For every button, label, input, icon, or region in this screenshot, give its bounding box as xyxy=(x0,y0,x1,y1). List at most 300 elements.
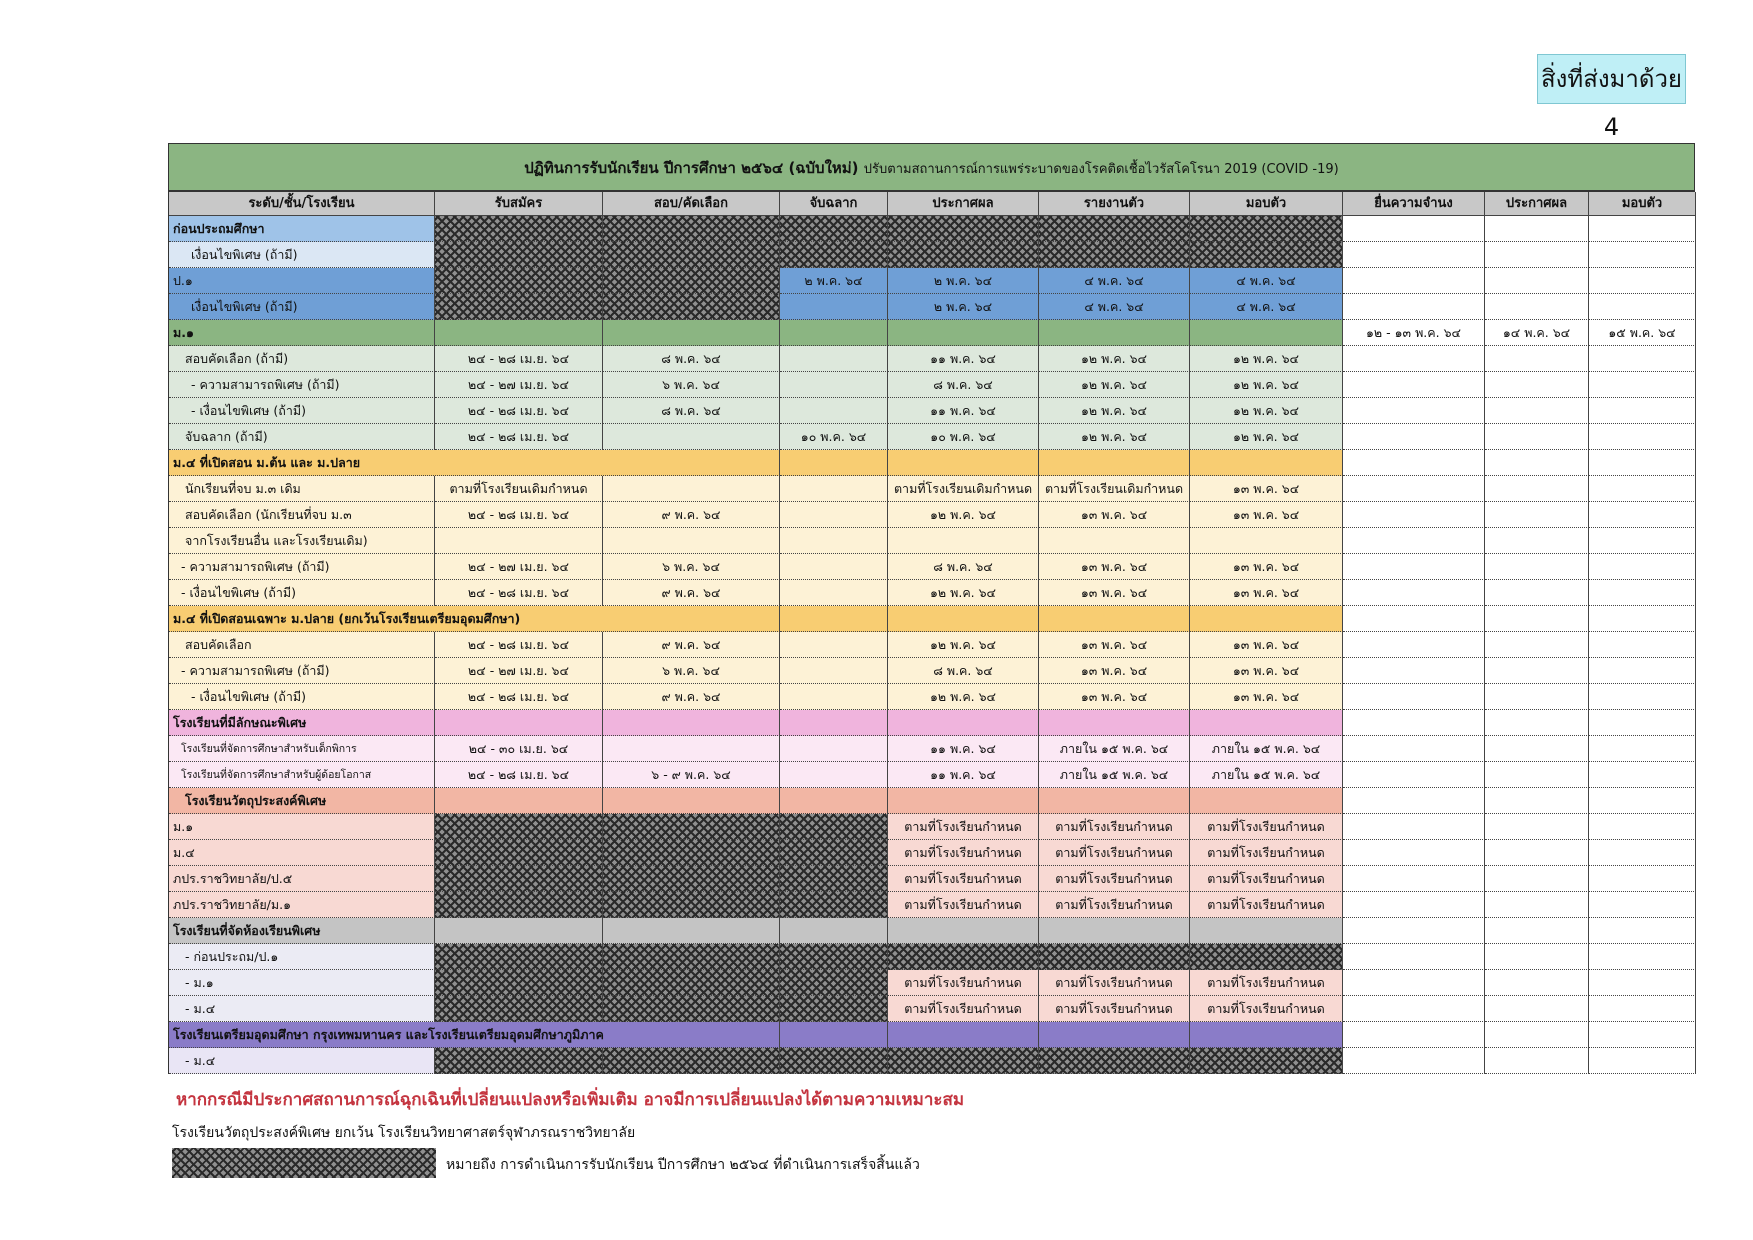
row-label: - ม.๔ xyxy=(169,1048,435,1074)
warning-text: หากกรณีมีประกาศสถานการณ์ฉุกเฉินที่เปลี่ยนแปลงหรือเพิ่มเติม อาจมีการเปลี่ยนแปลงได้ตามความเหมาะสม xyxy=(176,1090,965,1110)
schedule-cell xyxy=(1485,554,1589,580)
schedule-cell xyxy=(1190,606,1343,632)
schedule-cell xyxy=(435,840,603,866)
row-label: ม.๑ xyxy=(169,320,435,346)
schedule-cell: ๑๒ พ.ค. ๖๔ xyxy=(1190,372,1343,398)
column-header: จับฉลาก xyxy=(780,192,888,216)
schedule-cell: ๑๓ พ.ค. ๖๔ xyxy=(1190,554,1343,580)
schedule-cell xyxy=(1343,450,1485,476)
schedule-cell xyxy=(780,710,888,736)
row-label: - ความสามารถพิเศษ (ถ้ามี) xyxy=(169,554,435,580)
schedule-cell xyxy=(1485,658,1589,684)
schedule-cell: ตามที่โรงเรียนกำหนด xyxy=(888,996,1039,1022)
schedule-cell xyxy=(780,840,888,866)
schedule-cell xyxy=(603,424,780,450)
schedule-cell: ๒๔ - ๒๘ เม.ย. ๖๔ xyxy=(435,424,603,450)
column-header: สอบ/คัดเลือก xyxy=(603,192,780,216)
schedule-cell xyxy=(780,606,888,632)
column-header: รายงานตัว xyxy=(1039,192,1190,216)
schedule-cell xyxy=(603,840,780,866)
schedule-cell xyxy=(1485,242,1589,268)
schedule-cell xyxy=(780,450,888,476)
schedule-cell xyxy=(435,814,603,840)
schedule-cell xyxy=(1343,476,1485,502)
schedule-cell xyxy=(1190,528,1343,554)
column-header: ยื่นความจำนง xyxy=(1343,192,1485,216)
schedule-cell xyxy=(435,918,603,944)
schedule-cell xyxy=(435,710,603,736)
schedule-cell xyxy=(1589,580,1696,606)
schedule-cell xyxy=(435,788,603,814)
schedule-cell xyxy=(603,736,780,762)
schedule-cell xyxy=(780,372,888,398)
schedule-cell xyxy=(1589,788,1696,814)
schedule-cell: ตามที่โรงเรียนกำหนด xyxy=(888,970,1039,996)
schedule-cell: ๔ พ.ค. ๖๔ xyxy=(1190,294,1343,320)
schedule-cell xyxy=(888,788,1039,814)
schedule-cell: ๘ พ.ค. ๖๔ xyxy=(888,554,1039,580)
schedule-cell xyxy=(435,996,603,1022)
schedule-cell xyxy=(780,762,888,788)
schedule-cell xyxy=(435,528,603,554)
schedule-cell xyxy=(780,528,888,554)
schedule-cell xyxy=(780,294,888,320)
schedule-cell xyxy=(780,242,888,268)
schedule-cell xyxy=(1485,866,1589,892)
schedule-cell xyxy=(1589,502,1696,528)
schedule-cell xyxy=(780,684,888,710)
schedule-cell xyxy=(1485,762,1589,788)
schedule-cell xyxy=(1589,450,1696,476)
row-label: นักเรียนที่จบ ม.๓ เดิม xyxy=(169,476,435,502)
schedule-cell xyxy=(1485,346,1589,372)
schedule-cell xyxy=(780,736,888,762)
schedule-cell xyxy=(1039,606,1190,632)
schedule-cell xyxy=(1343,710,1485,736)
schedule-cell: ตามที่โรงเรียนเดิมกำหนด xyxy=(888,476,1039,502)
schedule-cell xyxy=(1485,216,1589,242)
schedule-cell: ๑๒ พ.ค. ๖๔ xyxy=(888,580,1039,606)
row-label: โรงเรียนที่จัดการศึกษาสำหรับเด็กพิการ xyxy=(169,736,435,762)
schedule-cell xyxy=(1589,918,1696,944)
schedule-cell xyxy=(1039,450,1190,476)
schedule-cell xyxy=(1343,398,1485,424)
schedule-cell xyxy=(1190,1022,1343,1048)
attachment-tag: สิ่งที่ส่งมาด้วย 4 xyxy=(1537,54,1686,104)
row-label: ก่อนประถมศึกษา xyxy=(169,216,435,242)
schedule-cell xyxy=(1589,242,1696,268)
schedule-cell: ๘ พ.ค. ๖๔ xyxy=(888,372,1039,398)
schedule-cell: ๑๒ พ.ค. ๖๔ xyxy=(1039,424,1190,450)
column-header: ระดับ/ชั้น/โรงเรียน xyxy=(169,192,435,216)
schedule-cell xyxy=(603,970,780,996)
schedule-cell xyxy=(780,216,888,242)
schedule-cell xyxy=(435,970,603,996)
schedule-cell xyxy=(1485,372,1589,398)
schedule-cell: ๑๓ พ.ค. ๖๔ xyxy=(1190,684,1343,710)
schedule-cell xyxy=(1039,1022,1190,1048)
row-label: ป.๑ xyxy=(169,268,435,294)
schedule-cell xyxy=(780,580,888,606)
schedule-cell xyxy=(1485,788,1589,814)
schedule-cell xyxy=(1485,424,1589,450)
row-label: - เงื่อนไขพิเศษ (ถ้ามี) xyxy=(169,398,435,424)
schedule-cell: ๑๑ พ.ค. ๖๔ xyxy=(888,346,1039,372)
schedule-cell: ๑๓ พ.ค. ๖๔ xyxy=(1190,580,1343,606)
schedule-cell: ๙ พ.ค. ๖๔ xyxy=(603,632,780,658)
schedule-cell xyxy=(1589,710,1696,736)
schedule-cell xyxy=(780,398,888,424)
schedule-cell: ๑๒ พ.ค. ๖๔ xyxy=(1039,398,1190,424)
schedule-cell: ๔ พ.ค. ๖๔ xyxy=(1039,294,1190,320)
schedule-cell xyxy=(1589,892,1696,918)
schedule-cell xyxy=(1343,1022,1485,1048)
schedule-cell: ภายใน ๑๕ พ.ค. ๖๔ xyxy=(1190,736,1343,762)
schedule-cell xyxy=(780,970,888,996)
schedule-cell xyxy=(435,268,603,294)
schedule-cell xyxy=(1343,606,1485,632)
row-label: จับฉลาก (ถ้ามี) xyxy=(169,424,435,450)
schedule-cell: ตามที่โรงเรียนกำหนด xyxy=(888,814,1039,840)
schedule-cell: ๙ พ.ค. ๖๔ xyxy=(603,502,780,528)
schedule-cell: ตามที่โรงเรียนกำหนด xyxy=(1039,970,1190,996)
schedule-cell: ๑๔ พ.ค. ๖๔ xyxy=(1485,320,1589,346)
schedule-cell: ๑๒ - ๑๓ พ.ค. ๖๔ xyxy=(1343,320,1485,346)
schedule-cell xyxy=(1485,840,1589,866)
schedule-cell: ตามที่โรงเรียนกำหนด xyxy=(1039,996,1190,1022)
completed-legend-text: หมายถึง การดำเนินการรับนักเรียน ปีการศึกษา ๒๕๖๔ ที่ดำเนินการเสร็จสิ้นแล้ว xyxy=(446,1157,920,1173)
schedule-cell xyxy=(1589,398,1696,424)
row-label: - ความสามารถพิเศษ (ถ้ามี) xyxy=(169,372,435,398)
row-label: - ความสามารถพิเศษ (ถ้ามี) xyxy=(169,658,435,684)
schedule-cell xyxy=(1589,554,1696,580)
schedule-cell: ๖ พ.ค. ๖๔ xyxy=(603,372,780,398)
schedule-cell xyxy=(1589,294,1696,320)
schedule-cell xyxy=(1485,1022,1589,1048)
schedule-cell xyxy=(780,918,888,944)
schedule-cell: ตามที่โรงเรียนกำหนด xyxy=(888,866,1039,892)
schedule-cell xyxy=(888,450,1039,476)
schedule-cell xyxy=(1485,632,1589,658)
schedule-cell xyxy=(1485,294,1589,320)
schedule-cell xyxy=(1589,528,1696,554)
schedule-cell xyxy=(1039,788,1190,814)
schedule-cell xyxy=(780,892,888,918)
schedule-cell xyxy=(1343,684,1485,710)
schedule-cell xyxy=(1039,320,1190,346)
schedule-cell: ๑๒ พ.ค. ๖๔ xyxy=(1190,346,1343,372)
schedule-cell xyxy=(1485,450,1589,476)
schedule-cell xyxy=(780,996,888,1022)
schedule-cell xyxy=(603,294,780,320)
schedule-cell xyxy=(1343,814,1485,840)
schedule-cell xyxy=(1190,710,1343,736)
schedule-cell: ๑๑ พ.ค. ๖๔ xyxy=(888,762,1039,788)
schedule-cell xyxy=(603,476,780,502)
schedule-cell: ๖ - ๙ พ.ค. ๖๔ xyxy=(603,762,780,788)
schedule-cell xyxy=(603,320,780,346)
schedule-cell: ๔ พ.ค. ๖๔ xyxy=(1039,268,1190,294)
schedule-cell: ๑๓ พ.ค. ๖๔ xyxy=(1039,554,1190,580)
schedule-cell xyxy=(1589,606,1696,632)
schedule-cell: ๑๓ พ.ค. ๖๔ xyxy=(1039,502,1190,528)
schedule-cell xyxy=(1039,710,1190,736)
schedule-cell: ๒๔ - ๒๗ เม.ย. ๖๔ xyxy=(435,658,603,684)
schedule-cell: ๑๓ พ.ค. ๖๔ xyxy=(1039,632,1190,658)
schedule-cell xyxy=(603,1048,780,1074)
schedule-cell xyxy=(603,268,780,294)
admission-calendar xyxy=(168,143,1695,1074)
schedule-cell: ๘ พ.ค. ๖๔ xyxy=(603,398,780,424)
schedule-cell: ๑๒ พ.ค. ๖๔ xyxy=(1190,424,1343,450)
schedule-cell xyxy=(1485,814,1589,840)
schedule-cell: ๑๒ พ.ค. ๖๔ xyxy=(1039,372,1190,398)
schedule-cell xyxy=(435,216,603,242)
schedule-cell xyxy=(1343,216,1485,242)
schedule-cell: ตามที่โรงเรียนเดิมกำหนด xyxy=(1039,476,1190,502)
schedule-cell xyxy=(1485,892,1589,918)
completed-legend-swatch xyxy=(172,1148,436,1178)
schedule-cell: ๑๓ พ.ค. ๖๔ xyxy=(1190,658,1343,684)
schedule-cell: ๒๔ - ๒๘ เม.ย. ๖๔ xyxy=(435,398,603,424)
row-label: โรงเรียนที่จัดห้องเรียนพิเศษ xyxy=(169,918,435,944)
schedule-cell xyxy=(1589,216,1696,242)
schedule-cell xyxy=(1190,320,1343,346)
schedule-cell: ๒๔ - ๒๘ เม.ย. ๖๔ xyxy=(435,502,603,528)
schedule-cell: ตามที่โรงเรียนกำหนด xyxy=(1190,970,1343,996)
schedule-cell xyxy=(780,320,888,346)
row-label: โรงเรียนเตรียมอุดมศึกษา กรุงเทพมหานคร และโรงเรียนเตรียมอุดมศึกษาภูมิภาค xyxy=(169,1022,780,1048)
schedule-cell xyxy=(435,892,603,918)
schedule-cell: ๑๓ พ.ค. ๖๔ xyxy=(1190,502,1343,528)
row-label: - เงื่อนไขพิเศษ (ถ้ามี) xyxy=(169,580,435,606)
schedule-cell: ๑๓ พ.ค. ๖๔ xyxy=(1039,684,1190,710)
schedule-cell: ๑๒ พ.ค. ๖๔ xyxy=(888,502,1039,528)
schedule-cell: ๔ พ.ค. ๖๔ xyxy=(1190,268,1343,294)
schedule-cell: ๘ พ.ค. ๖๔ xyxy=(603,346,780,372)
schedule-cell: ๑๒ พ.ค. ๖๔ xyxy=(888,632,1039,658)
row-label: - ม.๔ xyxy=(169,996,435,1022)
schedule-cell: ตามที่โรงเรียนกำหนด xyxy=(1190,840,1343,866)
schedule-cell xyxy=(1589,684,1696,710)
schedule-cell xyxy=(1343,346,1485,372)
schedule-cell xyxy=(1343,892,1485,918)
schedule-cell: ตามที่โรงเรียนกำหนด xyxy=(1039,840,1190,866)
calendar-table xyxy=(168,191,1695,1074)
schedule-cell xyxy=(1485,528,1589,554)
schedule-cell xyxy=(1343,866,1485,892)
schedule-cell: ภายใน ๑๕ พ.ค. ๖๔ xyxy=(1039,762,1190,788)
schedule-cell xyxy=(780,346,888,372)
row-label: - เงื่อนไขพิเศษ (ถ้ามี) xyxy=(169,684,435,710)
schedule-cell: ๖ พ.ค. ๖๔ xyxy=(603,554,780,580)
schedule-cell xyxy=(1039,918,1190,944)
schedule-cell xyxy=(1589,268,1696,294)
schedule-cell xyxy=(1485,580,1589,606)
schedule-cell: ๒๔ - ๓๐ เม.ย. ๖๔ xyxy=(435,736,603,762)
schedule-cell xyxy=(435,866,603,892)
schedule-cell xyxy=(1589,632,1696,658)
schedule-cell xyxy=(888,242,1039,268)
schedule-cell xyxy=(1343,944,1485,970)
schedule-cell: ตามที่โรงเรียนกำหนด xyxy=(1190,866,1343,892)
schedule-cell: ๙ พ.ค. ๖๔ xyxy=(603,580,780,606)
schedule-cell: ตามที่โรงเรียนกำหนด xyxy=(1190,892,1343,918)
title-text: ปฏิทินการรับนักเรียน ปีการศึกษา ๒๕๖๔ (ฉบับใหม่) xyxy=(524,159,859,177)
row-label: ม.๔ ที่เปิดสอนเฉพาะ ม.ปลาย (ยกเว้นโรงเรียนเตรียมอุดมศึกษา) xyxy=(169,606,780,632)
schedule-cell: ตามที่โรงเรียนกำหนด xyxy=(1039,892,1190,918)
schedule-cell xyxy=(1589,424,1696,450)
schedule-cell: ตามที่โรงเรียนกำหนด xyxy=(1190,996,1343,1022)
schedule-cell xyxy=(603,788,780,814)
schedule-cell xyxy=(1343,918,1485,944)
schedule-cell xyxy=(1039,528,1190,554)
row-label: จากโรงเรียนอื่น และโรงเรียนเดิม) xyxy=(169,528,435,554)
row-label: ม.๑ xyxy=(169,814,435,840)
schedule-cell xyxy=(1485,502,1589,528)
schedule-cell xyxy=(1589,866,1696,892)
schedule-cell xyxy=(888,320,1039,346)
schedule-cell xyxy=(1039,1048,1190,1074)
schedule-cell xyxy=(1589,476,1696,502)
row-label: - ก่อนประถม/ป.๑ xyxy=(169,944,435,970)
schedule-cell xyxy=(1343,788,1485,814)
row-label: - ม.๑ xyxy=(169,970,435,996)
column-header: ประกาศผล xyxy=(1485,192,1589,216)
schedule-cell xyxy=(435,294,603,320)
row-label: โรงเรียนวัตถุประสงค์พิเศษ xyxy=(169,788,435,814)
schedule-cell: ๑๐ พ.ค. ๖๔ xyxy=(780,424,888,450)
schedule-cell xyxy=(1485,996,1589,1022)
schedule-cell xyxy=(888,1048,1039,1074)
row-label: ภปร.ราชวิทยาลัย/ป.๕ xyxy=(169,866,435,892)
schedule-cell: ตามที่โรงเรียนกำหนด xyxy=(888,892,1039,918)
schedule-cell: ๑๒ พ.ค. ๖๔ xyxy=(1190,398,1343,424)
schedule-cell: ๑๓ พ.ค. ๖๔ xyxy=(1190,632,1343,658)
schedule-cell xyxy=(780,502,888,528)
schedule-cell: ๑๐ พ.ค. ๖๔ xyxy=(888,424,1039,450)
schedule-cell xyxy=(888,918,1039,944)
schedule-cell xyxy=(1485,398,1589,424)
schedule-cell: ๖ พ.ค. ๖๔ xyxy=(603,658,780,684)
schedule-cell xyxy=(1589,736,1696,762)
schedule-cell: ๒ พ.ค. ๖๔ xyxy=(780,268,888,294)
schedule-cell: ตามที่โรงเรียนเดิมกำหนด xyxy=(435,476,603,502)
schedule-cell: ๒๔ - ๒๘ เม.ย. ๖๔ xyxy=(435,684,603,710)
schedule-cell: ภายใน ๑๕ พ.ค. ๖๔ xyxy=(1039,736,1190,762)
schedule-cell: ๒๔ - ๒๗ เม.ย. ๖๔ xyxy=(435,372,603,398)
schedule-cell xyxy=(1485,970,1589,996)
schedule-cell xyxy=(1589,1048,1696,1074)
schedule-cell xyxy=(888,528,1039,554)
schedule-cell xyxy=(1485,736,1589,762)
schedule-cell xyxy=(1190,788,1343,814)
schedule-cell xyxy=(603,944,780,970)
schedule-cell xyxy=(1589,762,1696,788)
schedule-cell: ตามที่โรงเรียนกำหนด xyxy=(888,840,1039,866)
column-header: รับสมัคร xyxy=(435,192,603,216)
schedule-cell xyxy=(1343,580,1485,606)
schedule-cell: ภายใน ๑๕ พ.ค. ๖๔ xyxy=(1190,762,1343,788)
schedule-cell: ๒ พ.ค. ๖๔ xyxy=(888,294,1039,320)
schedule-cell xyxy=(1343,294,1485,320)
schedule-cell xyxy=(1343,528,1485,554)
schedule-cell xyxy=(1190,450,1343,476)
schedule-cell xyxy=(888,216,1039,242)
schedule-cell xyxy=(603,814,780,840)
schedule-cell xyxy=(1589,996,1696,1022)
schedule-cell xyxy=(435,242,603,268)
schedule-cell xyxy=(780,476,888,502)
schedule-cell: ๑๑ พ.ค. ๖๔ xyxy=(888,398,1039,424)
schedule-cell xyxy=(603,996,780,1022)
schedule-cell xyxy=(1485,918,1589,944)
schedule-cell xyxy=(1343,658,1485,684)
schedule-cell xyxy=(780,866,888,892)
schedule-cell xyxy=(888,944,1039,970)
schedule-cell xyxy=(603,892,780,918)
column-header: มอบตัว xyxy=(1589,192,1696,216)
schedule-cell xyxy=(603,918,780,944)
schedule-cell xyxy=(603,216,780,242)
schedule-cell xyxy=(1485,684,1589,710)
row-label: สอบคัดเลือก (นักเรียนที่จบ ม.๓ xyxy=(169,502,435,528)
schedule-cell xyxy=(1343,736,1485,762)
schedule-cell xyxy=(888,1022,1039,1048)
schedule-cell xyxy=(603,242,780,268)
schedule-cell xyxy=(780,1022,888,1048)
schedule-cell: ๑๒ พ.ค. ๖๔ xyxy=(888,684,1039,710)
calendar-title xyxy=(168,143,1695,191)
schedule-cell xyxy=(435,320,603,346)
row-label: ม.๔ ที่เปิดสอน ม.ต้น และ ม.ปลาย xyxy=(169,450,780,476)
schedule-cell: ๒๔ - ๒๘ เม.ย. ๖๔ xyxy=(435,346,603,372)
schedule-cell xyxy=(1343,502,1485,528)
schedule-cell xyxy=(1190,1048,1343,1074)
schedule-cell xyxy=(435,1048,603,1074)
row-label: สอบคัดเลือก xyxy=(169,632,435,658)
schedule-cell xyxy=(1343,424,1485,450)
row-label: ภปร.ราชวิทยาลัย/ม.๑ xyxy=(169,892,435,918)
schedule-cell xyxy=(1039,944,1190,970)
schedule-cell: ๒๔ - ๒๘ เม.ย. ๖๔ xyxy=(435,580,603,606)
schedule-cell xyxy=(1343,840,1485,866)
schedule-cell xyxy=(780,814,888,840)
schedule-cell xyxy=(1485,1048,1589,1074)
schedule-cell xyxy=(1039,242,1190,268)
schedule-cell xyxy=(1343,970,1485,996)
schedule-cell: ๒๔ - ๒๘ เม.ย. ๖๔ xyxy=(435,632,603,658)
column-header: มอบตัว xyxy=(1190,192,1343,216)
schedule-cell: ๙ พ.ค. ๖๔ xyxy=(603,684,780,710)
row-label: โรงเรียนที่มีลักษณะพิเศษ xyxy=(169,710,435,736)
row-label: สอบคัดเลือก (ถ้ามี) xyxy=(169,346,435,372)
schedule-cell: ๑๑ พ.ค. ๖๔ xyxy=(888,736,1039,762)
schedule-cell xyxy=(1190,918,1343,944)
schedule-cell xyxy=(1485,944,1589,970)
schedule-cell xyxy=(1589,840,1696,866)
schedule-cell xyxy=(1589,372,1696,398)
schedule-cell: ๑๓ พ.ค. ๖๔ xyxy=(1039,580,1190,606)
schedule-cell xyxy=(1485,476,1589,502)
schedule-cell: ตามที่โรงเรียนกำหนด xyxy=(1039,866,1190,892)
schedule-cell xyxy=(1343,372,1485,398)
schedule-cell: ๒๔ - ๒๘ เม.ย. ๖๔ xyxy=(435,762,603,788)
title-subtitle: ปรับตามสถานการณ์การแพร่ระบาดของโรคติดเชื้อไวรัสโคโรนา 2019 (COVID -19) xyxy=(863,162,1339,177)
schedule-cell: ๑๓ พ.ค. ๖๔ xyxy=(1039,658,1190,684)
schedule-cell xyxy=(1190,242,1343,268)
schedule-cell xyxy=(780,944,888,970)
